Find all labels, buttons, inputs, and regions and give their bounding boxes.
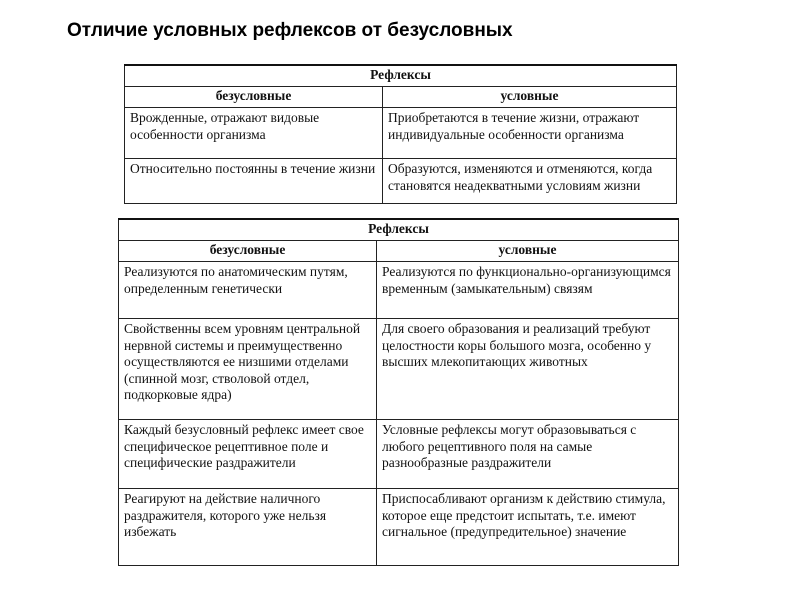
table-cell: Приспосабливают организм к действию стимула, которое еще предстоит испытать, т.е. имеют сигнальное (предупредительное) значение [377, 489, 679, 566]
table-cell: Врожденные, отражают видовые особенности организма [125, 108, 383, 159]
table-cell: Условные рефлексы могут образовываться с любого рецептивного поля на самые разнообразные раздражители [377, 420, 679, 489]
table-cell: Реализуются по функционально-организующимся временным (замыкательным) связям [377, 262, 679, 319]
reflex-comparison-table-2 [118, 218, 679, 566]
table-row [119, 262, 679, 319]
column-header-unconditioned: безусловные [119, 241, 377, 262]
table-row [125, 159, 677, 204]
table-cell: Для своего образования и реализаций требуют целостности коры большого мозга, особенно у высших млекопитающих животных [377, 319, 679, 420]
table-cell: Реагируют на действие наличного раздражителя, которого уже нельзя избежать [119, 489, 377, 566]
table-row [119, 319, 679, 420]
table-cell: Относительно постоянны в течение жизни [125, 159, 383, 204]
column-header-conditioned: условные [377, 241, 679, 262]
table-heading: Рефлексы [125, 65, 677, 87]
table-cell: Свойственны всем уровням центральной нервной системы и преимущественно осуществляются ее низшими отделами (спинной мозг, стволовой отдел, подкорковые ядра) [119, 319, 377, 420]
table-cell: Каждый безусловный рефлекс имеет свое специфическое рецептивное поле и специфические раздражители [119, 420, 377, 489]
column-header-conditioned: условные [383, 87, 677, 108]
table-cell: Образуются, изменяются и отменяются, когда становятся неадекватными условиям жизни [383, 159, 677, 204]
column-header-unconditioned: безусловные [125, 87, 383, 108]
table-row [119, 489, 679, 566]
table-row [125, 108, 677, 159]
table-cell: Реализуются по анатомическим путям, определенным генетически [119, 262, 377, 319]
table-row [119, 420, 679, 489]
table-heading: Рефлексы [119, 219, 679, 241]
page-title: Отличие условных рефлексов от безусловных [67, 20, 513, 41]
table-cell: Приобретаются в течение жизни, отражают индивидуальные особенности организма [383, 108, 677, 159]
reflex-comparison-table-1 [124, 64, 677, 204]
